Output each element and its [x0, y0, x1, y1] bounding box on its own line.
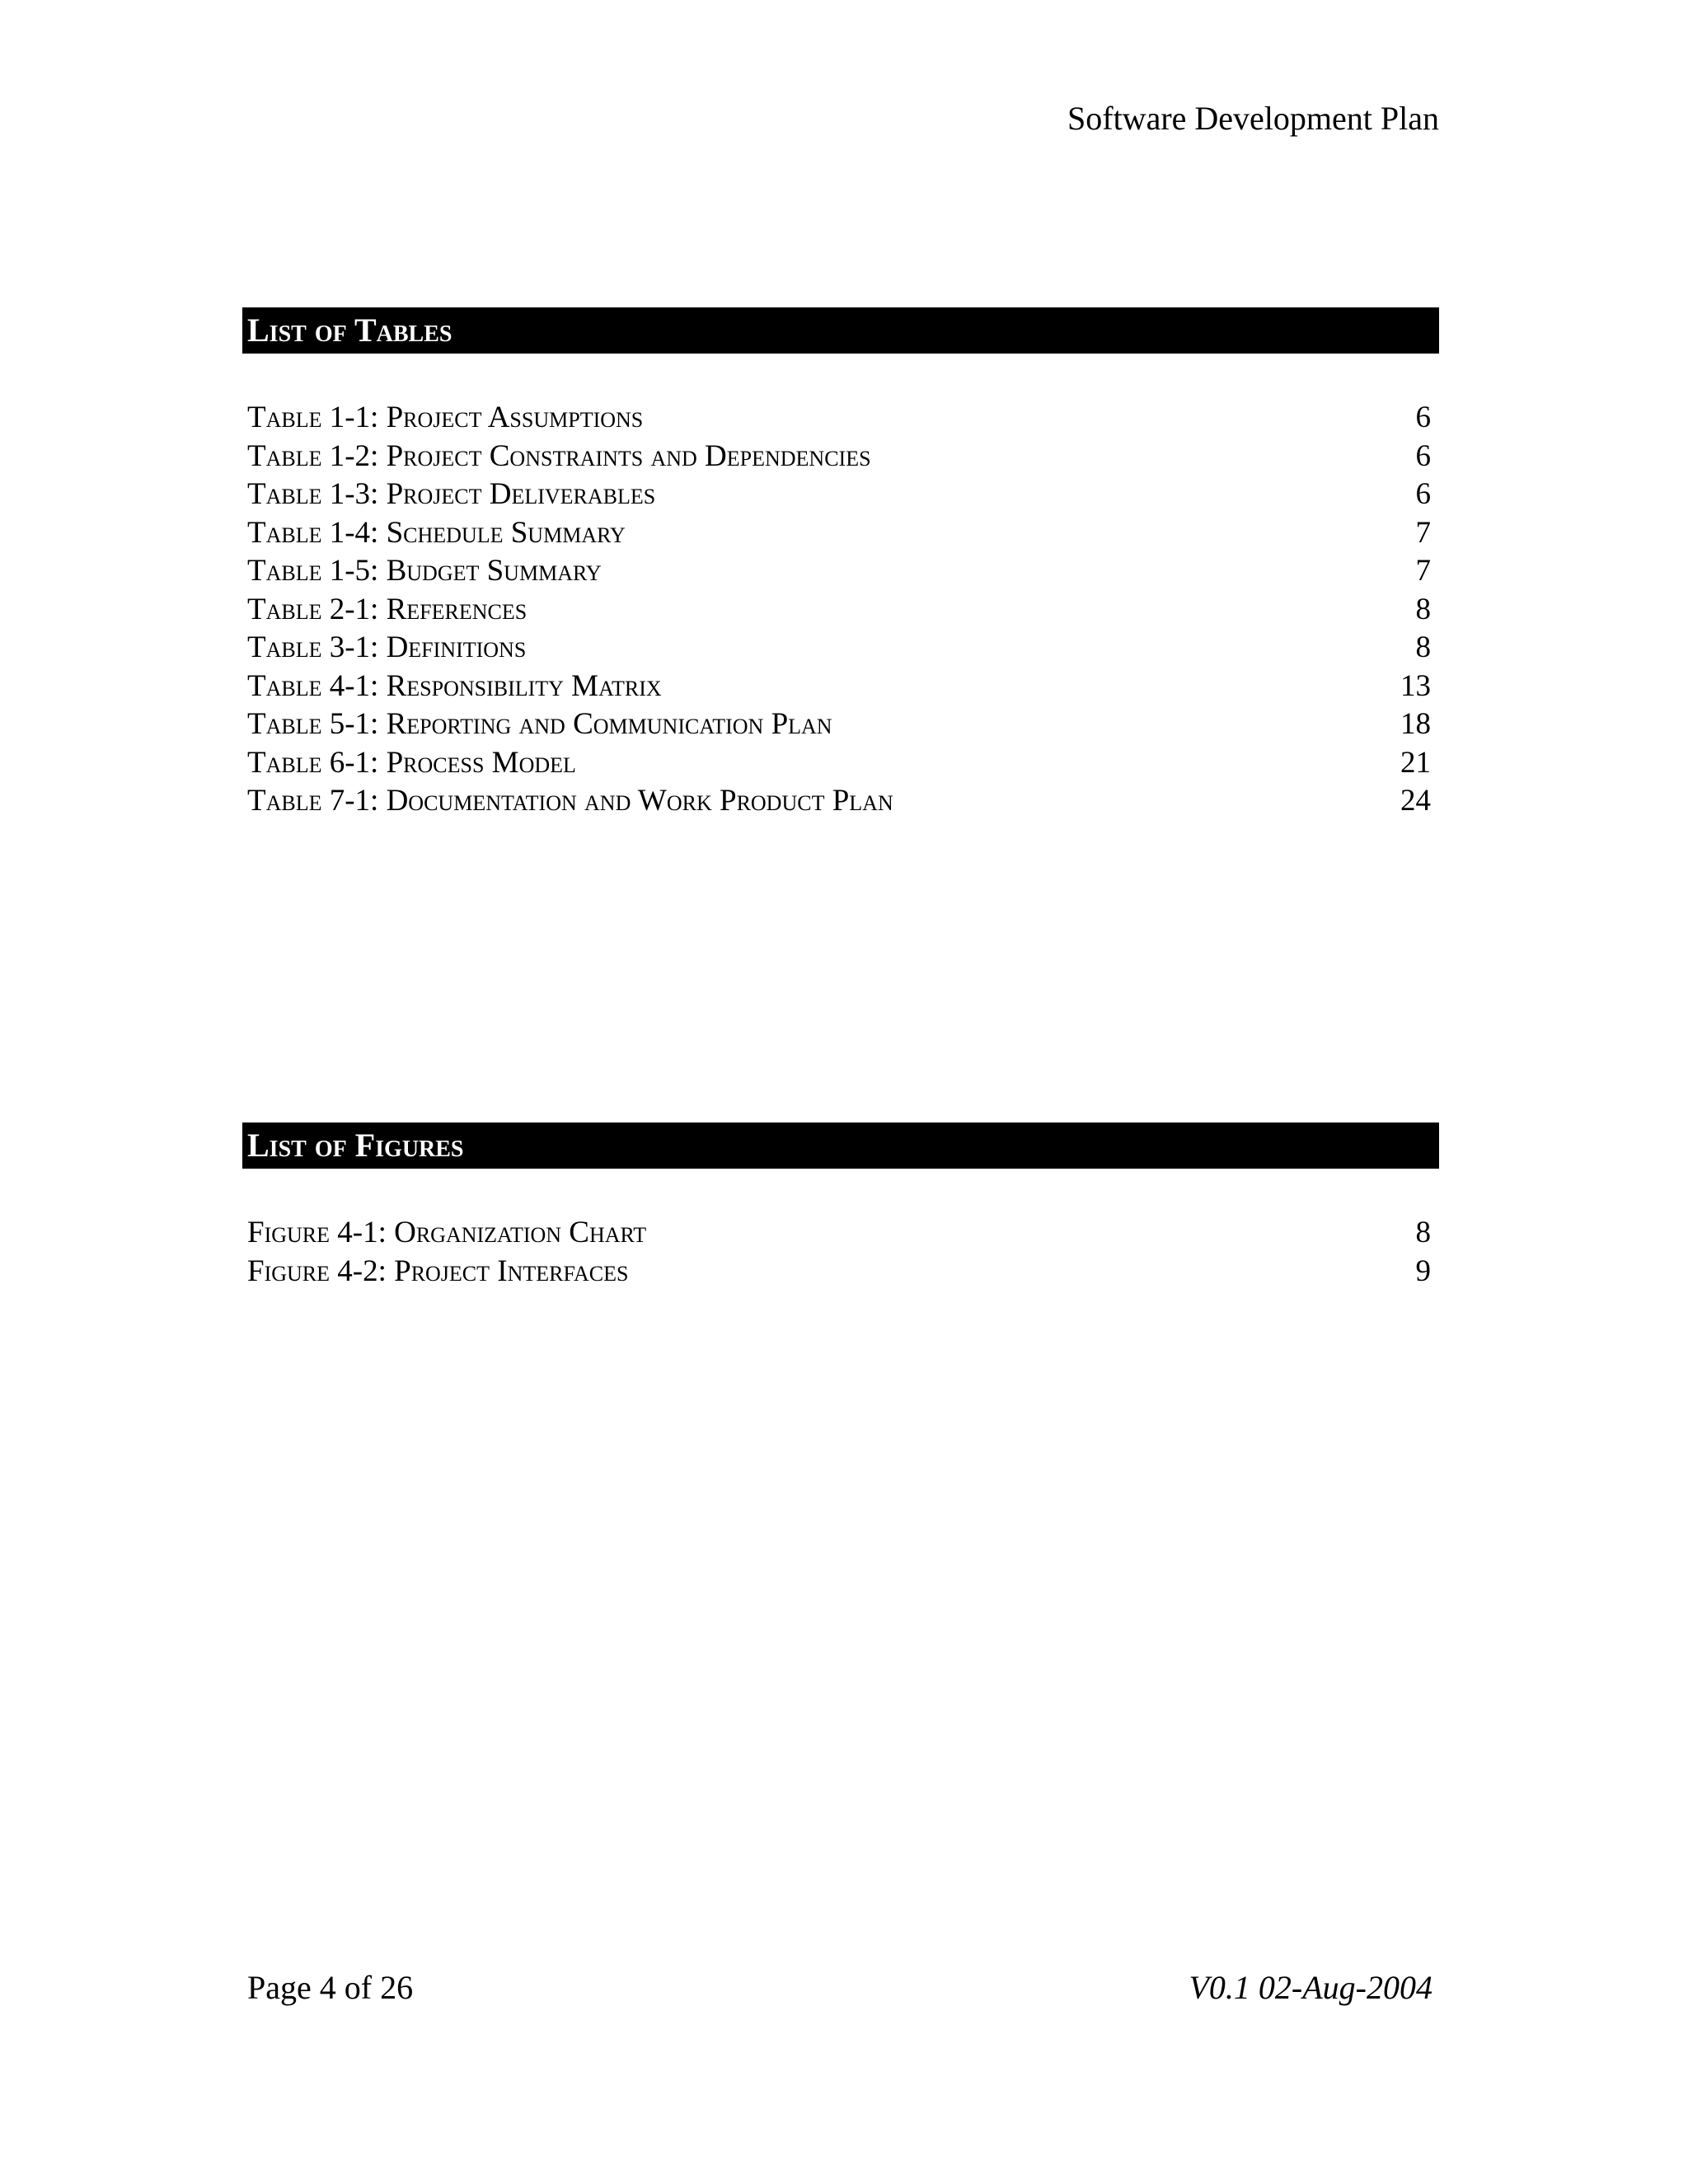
- list-of-tables: [247, 399, 1431, 821]
- toc-entry-page-number: 8: [1415, 630, 1431, 664]
- toc-entry-table-1-2[interactable]: [247, 438, 1431, 476]
- toc-entry-page-number: 6: [1415, 401, 1431, 434]
- footer-page-number: Page 4 of 26: [247, 1969, 414, 2006]
- toc-entry-figure-4-1[interactable]: [247, 1214, 1431, 1253]
- toc-entry-page-number: 7: [1415, 554, 1431, 588]
- toc-entry-label: Table 5-1: Reporting and Communication Plan: [247, 707, 832, 741]
- toc-entry-table-6-1[interactable]: [247, 744, 1431, 783]
- toc-entry-label: Table 1-1: Project Assumptions: [247, 401, 644, 434]
- toc-entry-page-number: 9: [1415, 1254, 1431, 1288]
- toc-entry-table-2-1[interactable]: [247, 591, 1431, 630]
- toc-entry-table-3-1[interactable]: [247, 629, 1431, 668]
- toc-entry-figure-4-2[interactable]: [247, 1253, 1431, 1291]
- toc-entry-table-1-4[interactable]: [247, 514, 1431, 553]
- toc-entry-label: Figure 4-2: Project Interfaces: [247, 1254, 629, 1288]
- toc-entry-page-number: 21: [1400, 745, 1431, 780]
- toc-entry-label: Table 1-4: Schedule Summary: [247, 515, 626, 550]
- list-of-figures: [247, 1214, 1431, 1291]
- toc-entry-page-number: 7: [1415, 515, 1431, 550]
- toc-entry-label: Table 1-3: Project Deliverables: [247, 477, 656, 511]
- toc-entry-label: Figure 4-1: Organization Chart: [247, 1216, 647, 1249]
- toc-entry-label: Table 1-2: Project Constraints and Dependencies: [247, 438, 871, 473]
- toc-entry-label: Table 3-1: Definitions: [247, 630, 527, 664]
- toc-entry-label: Table 7-1: Documentation and Work Product Plan: [247, 784, 893, 818]
- toc-entry-label: Table 6-1: Process Model: [247, 745, 576, 780]
- toc-entry-page-number: 8: [1415, 1216, 1431, 1249]
- list-of-figures-heading: List of Figures: [242, 1122, 1439, 1169]
- toc-entry-table-1-3[interactable]: [247, 476, 1431, 514]
- toc-entry-page-number: 24: [1400, 784, 1431, 818]
- toc-entry-page-number: 13: [1400, 668, 1431, 703]
- toc-entry-table-7-1[interactable]: [247, 782, 1431, 821]
- toc-entry-label: Table 2-1: References: [247, 592, 528, 626]
- toc-entry-table-1-5[interactable]: [247, 552, 1431, 591]
- toc-entry-page-number: 8: [1415, 592, 1431, 626]
- toc-entry-page-number: 18: [1400, 707, 1431, 741]
- toc-entry-page-number: 6: [1415, 438, 1431, 473]
- toc-entry-table-1-1[interactable]: [247, 399, 1431, 438]
- toc-entry-table-4-1[interactable]: [247, 668, 1431, 706]
- toc-entry-label: Table 4-1: Responsibility Matrix: [247, 668, 662, 703]
- list-of-tables-heading: List of Tables: [242, 307, 1439, 354]
- toc-entry-page-number: 6: [1415, 477, 1431, 511]
- footer-version-date: V0.1 02-Aug-2004: [1189, 1969, 1432, 2006]
- toc-entry-table-5-1[interactable]: [247, 705, 1431, 744]
- toc-entry-label: Table 1-5: Budget Summary: [247, 554, 602, 588]
- running-header-title: Software Development Plan: [1067, 100, 1439, 137]
